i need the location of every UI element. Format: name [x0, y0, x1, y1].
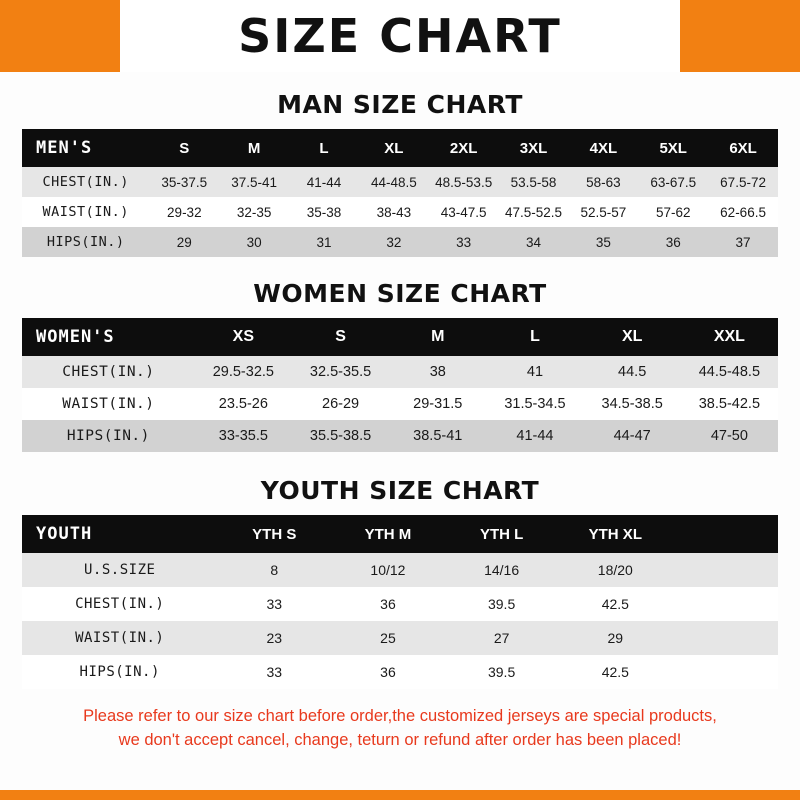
- policy-note-line2: we don't accept cancel, change, teturn or refund after order has been placed!: [118, 730, 682, 749]
- men-size-6xl: 6XL: [729, 139, 757, 157]
- table-row: [22, 388, 778, 420]
- youth-size-xl: YTH XL: [588, 525, 642, 543]
- men-size-l: L: [319, 139, 329, 157]
- table-row: [22, 197, 778, 227]
- table-row: [22, 227, 778, 257]
- youth-chest-s: 33: [266, 596, 283, 612]
- youth-waist-xl: 29: [607, 630, 624, 646]
- men-waist-3xl: 47.5-52.5: [505, 204, 563, 220]
- youth-ussize-xl: 18/20: [597, 562, 633, 578]
- men-chest-5xl: 63-67.5: [650, 174, 697, 190]
- men-waist-l: 35-38: [306, 204, 342, 220]
- youth-table-head: [22, 515, 778, 553]
- men-waist-2xl: 43-47.5: [440, 204, 487, 220]
- men-waist-m: 32-35: [236, 204, 272, 220]
- men-row-header-label: MEN'S: [36, 138, 93, 158]
- women-chest-m: 38: [429, 364, 446, 380]
- youth-chest-spacer: [672, 587, 778, 621]
- men-hips-label: HIPS(IN.): [46, 234, 125, 250]
- youth-ussize-s: 8: [270, 562, 279, 578]
- youth-chest-m: 36: [380, 596, 396, 612]
- youth-table-body: [22, 553, 778, 689]
- youth-waist-spacer: [672, 621, 778, 655]
- page-title: SIZE CHART: [238, 9, 562, 63]
- women-hips-s: 35.5-38.5: [309, 428, 372, 444]
- youth-waist-label: WAIST(IN.): [75, 630, 165, 646]
- women-size-table: [22, 318, 778, 452]
- youth-chest-label: CHEST(IN.): [75, 596, 165, 612]
- women-waist-xl: 34.5-38.5: [601, 396, 663, 412]
- women-table-head: [22, 318, 778, 356]
- table-row: [22, 655, 778, 689]
- men-size-s: S: [179, 139, 190, 157]
- women-hips-label: HIPS(IN.): [66, 428, 150, 444]
- men-waist-xl: 38-43: [376, 204, 412, 220]
- men-size-4xl: 4XL: [589, 139, 618, 157]
- youth-size-table: [22, 515, 778, 689]
- table-row: [22, 167, 778, 197]
- youth-size-spacer: [672, 515, 778, 553]
- youth-hips-spacer: [672, 655, 778, 689]
- men-hips-5xl: 36: [665, 234, 681, 250]
- men-waist-6xl: 62-66.5: [720, 204, 766, 220]
- policy-note: [0, 705, 800, 753]
- men-chest-s: 35-37.5: [161, 174, 208, 190]
- men-hips-m: 30: [246, 234, 262, 250]
- youth-chest-l: 39.5: [487, 596, 516, 612]
- table-row: [22, 356, 778, 388]
- men-waist-label: WAIST(IN.): [42, 204, 129, 220]
- women-size-section: [0, 279, 800, 452]
- men-waist-5xl: 57-62: [655, 204, 691, 220]
- women-waist-xs: 23.5-26: [218, 396, 268, 412]
- policy-note-line1: Please refer to our size chart before order,the customized jerseys are special products,: [83, 707, 717, 725]
- men-hips-2xl: 33: [456, 234, 472, 250]
- table-row: [22, 621, 778, 655]
- men-hips-l: 31: [316, 234, 332, 250]
- women-chest-label: CHEST(IN.): [62, 364, 155, 380]
- header-title-plate: [120, 0, 680, 72]
- youth-ussize-m: 10/12: [370, 562, 406, 578]
- men-size-table: [22, 129, 778, 257]
- women-size-xs: XS: [232, 328, 255, 345]
- women-waist-l: 31.5-34.5: [504, 396, 566, 412]
- women-header-row: [22, 318, 778, 356]
- women-hips-xs: 33-35.5: [218, 428, 268, 444]
- header-banner: [0, 0, 800, 72]
- women-chest-xl: 44.5: [618, 364, 647, 380]
- men-table-head: [22, 129, 778, 167]
- men-chest-l: 41-44: [306, 174, 342, 190]
- men-hips-xl: 32: [386, 234, 402, 250]
- youth-waist-l: 27: [493, 630, 510, 646]
- youth-size-section: [0, 476, 800, 689]
- men-size-xl: XL: [384, 139, 404, 157]
- men-table-body: [22, 167, 778, 257]
- youth-ussize-l: 14/16: [484, 562, 520, 578]
- women-hips-xxl: 47-50: [710, 428, 748, 444]
- men-hips-6xl: 37: [735, 234, 751, 250]
- men-section-title: MAN SIZE CHART: [277, 90, 523, 119]
- women-waist-xxl: 38.5-42.5: [698, 396, 761, 412]
- men-waist-s: 29-32: [167, 204, 202, 220]
- youth-header-row: [22, 515, 778, 553]
- men-chest-label: CHEST(IN.): [42, 174, 129, 190]
- youth-ussize-spacer: [672, 553, 778, 587]
- women-chest-xxl: 44.5-48.5: [698, 364, 761, 380]
- banner-right-accent: [790, 0, 800, 72]
- table-row: [22, 553, 778, 587]
- women-waist-label: WAIST(IN.): [62, 396, 155, 412]
- youth-size-m: YTH M: [364, 525, 412, 543]
- footer-accent-bar: [0, 790, 800, 800]
- women-size-xxl: XXL: [713, 328, 745, 345]
- men-hips-4xl: 35: [595, 234, 611, 250]
- youth-hips-s: 33: [266, 664, 283, 680]
- banner-left-accent: [0, 0, 10, 72]
- women-chest-s: 32.5-35.5: [309, 364, 372, 380]
- men-chest-m: 37.5-41: [231, 174, 278, 190]
- women-size-m: M: [431, 328, 445, 345]
- youth-ussize-label: U.S.SIZE: [84, 562, 156, 578]
- youth-hips-l: 39.5: [487, 664, 516, 680]
- women-section-title: WOMEN SIZE CHART: [253, 279, 547, 308]
- women-waist-s: 26-29: [322, 396, 360, 412]
- youth-hips-label: HIPS(IN.): [79, 664, 160, 680]
- men-size-section: [0, 90, 800, 257]
- men-hips-3xl: 34: [526, 234, 542, 250]
- women-waist-m: 29-31.5: [413, 396, 463, 412]
- women-hips-xl: 44-47: [613, 428, 651, 444]
- men-size-m: M: [247, 139, 261, 157]
- men-size-5xl: 5XL: [659, 139, 687, 157]
- women-size-s: S: [335, 328, 346, 345]
- youth-size-l: YTH L: [479, 525, 524, 543]
- men-chest-xl: 44-48.5: [370, 174, 417, 190]
- women-size-l: L: [530, 328, 540, 345]
- women-row-header-label: WOMEN'S: [36, 327, 115, 347]
- women-table-body: [22, 356, 778, 452]
- youth-size-s: YTH S: [252, 525, 297, 543]
- youth-section-title: YOUTH SIZE CHART: [260, 476, 540, 505]
- women-size-xl: XL: [621, 328, 643, 345]
- men-chest-3xl: 53.5-58: [510, 174, 557, 190]
- women-chest-xs: 29.5-32.5: [212, 364, 274, 380]
- women-hips-m: 38.5-41: [413, 428, 463, 444]
- women-hips-l: 41-44: [516, 428, 554, 444]
- table-row: [22, 587, 778, 621]
- youth-hips-xl: 42.5: [601, 664, 629, 680]
- men-hips-s: 29: [176, 234, 192, 250]
- men-chest-6xl: 67.5-72: [720, 174, 766, 190]
- men-waist-4xl: 52.5-57: [580, 204, 627, 220]
- youth-chest-xl: 42.5: [601, 596, 629, 612]
- men-size-3xl: 3XL: [519, 139, 548, 157]
- youth-waist-s: 23: [266, 630, 283, 646]
- youth-hips-m: 36: [380, 664, 396, 680]
- men-size-2xl: 2XL: [449, 139, 478, 157]
- youth-row-header-label: YOUTH: [36, 524, 93, 544]
- table-row: [22, 420, 778, 452]
- men-chest-4xl: 58-63: [586, 174, 621, 190]
- women-chest-l: 41: [526, 364, 544, 380]
- youth-waist-m: 25: [380, 630, 396, 646]
- men-header-row: [22, 129, 778, 167]
- men-chest-2xl: 48.5-53.5: [435, 174, 493, 190]
